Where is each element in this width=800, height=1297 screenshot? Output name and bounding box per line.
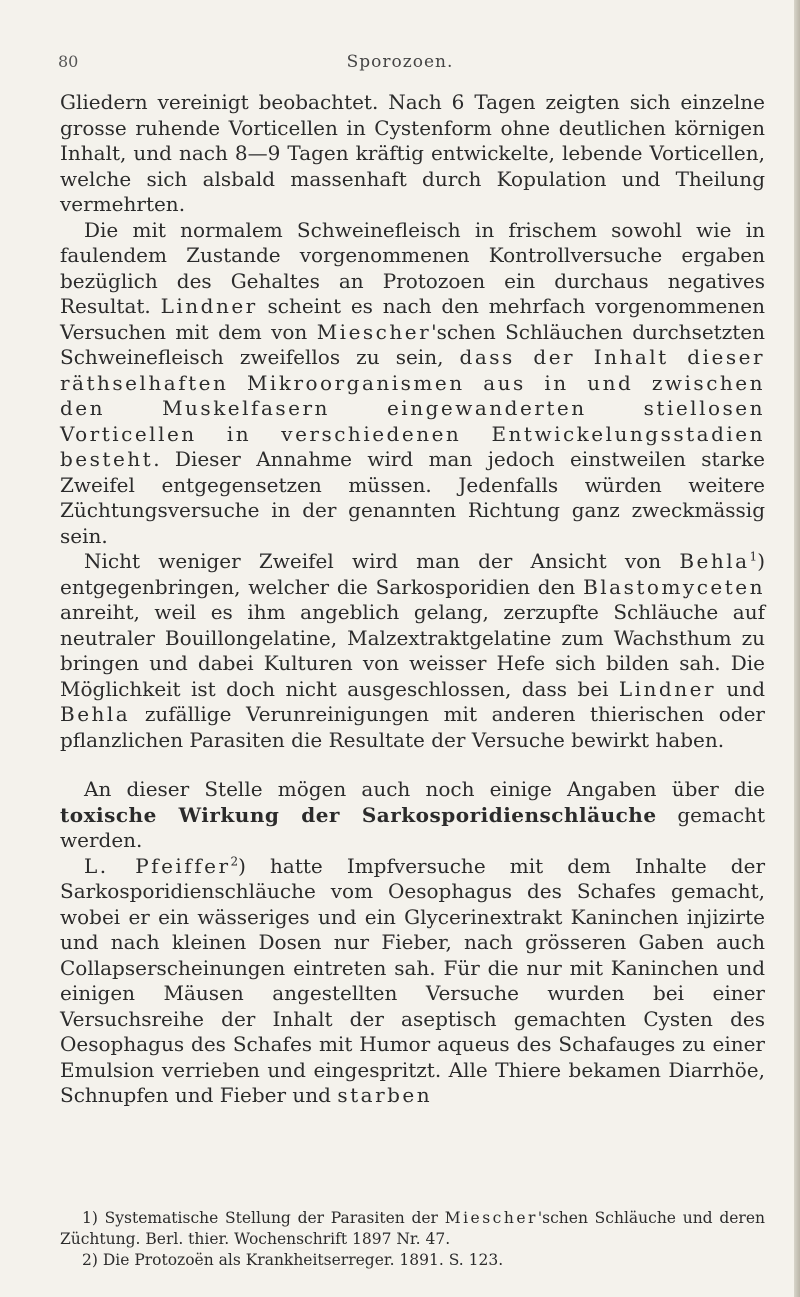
emphasized-starben: starben [337, 1083, 433, 1107]
footnote-ref-1: 1 [749, 549, 758, 564]
term-blastomyceten: Blastomyceten [583, 574, 765, 599]
author-behla-2: Behla [60, 702, 131, 726]
footnote-ref-2: 2 [230, 853, 239, 868]
author-lindner: Lindner [160, 294, 258, 318]
page-header [0, 52, 800, 76]
author-lindner-2: Lindner [618, 676, 717, 701]
emphasized-phrase: dass der Inhalt dieser räthselhaften Mikroorganismen aus in und zwischen den Muskelfasern eingewanderten stiellosen Vorticellen in verschiedenen Entwickelungsstadien [60, 345, 766, 446]
paragraph-2: Die mit normalem Schweinefleisch in frischem sowohl wie in faulendem Zustande vorgenommenen Kontrollversuche ergaben bezüglich des Gehaltes an Protozoen ein durchaus negatives Resultat. Lindner scheint es nach den mehrfach vorgenommenen Versuchen mit dem von Miescher'schen Schläuchen durchsetzten Schweinefleisch zweifellos zu sein, dass der Inhalt dieser räthselhaften Mikroorganismen aus in und zwischen den Muskelfasern eingewanderten stiellosen Vorticellen in verschiedenen Entwickelungsstadien besteht. Dieser Annahme wird man jedoch einstweilen starke Zweifel entgegensetzen müssen. Jedenfalls würden weitere Züchtungsversuche in der genannten Richtung ganz zweckmässig sein. [60, 217, 766, 548]
footnote-1: 1) Systematische Stellung der Parasiten der Miescher'schen Schläuche und deren Züchtung. Berl. thier. Wochenschrift 1897 Nr. 47. [60, 1209, 765, 1248]
paragraph-3: Nicht weniger Zweifel wird man der Ansicht von Behla$^1$) entgegenbringen, welcher die Sarkosporidien den Blastomyceten anreiht, weil es ihm angeblich gelang, zerzupfte Schläuche auf neutraler Bouillongelatine, Malzextraktgelatine zum Wachsthum zu bringen und dabei Kulturen von weisser Hefe sich bilden sah. Die Möglichkeit ist doch nicht ausgeschlossen, dass bei Lindner und Behla zufällige Verunreinigungen mit anderen thierischen oder pflanzlichen Parasiten die Resultate der Versuche bewirkt haben. [60, 549, 765, 752]
paragraph-1: Gliedern vereinigt beobachtet. Nach 6 Tagen zeigten sich einzelne grosse ruhende Vorticellen in Cystenform ohne deutlichen körnigen Inhalt, und nach 8—9 Tagen kräftig entwickelte, lebende Vorticellen, welche sich alsbald massenhaft durch Kopulation und Theilung vermehrten. [60, 90, 765, 216]
page-number: 80 [58, 52, 79, 71]
page-edge [794, 0, 800, 1297]
section-heading-toxic-effect: toxische Wirkung der Sarkosporidienschläuche [60, 802, 657, 827]
paragraph-5: L. Pfeiffer$^2$) hatte Impfversuche mit dem Inhalte der Sarkosporidienschläuche vom Oesophagus des Schafes gemacht, wobei er ein wässeriges und ein Glycerinextrakt Kaninchen injizirte und nach kleinen Dosen nur Fieber, nach grösseren Gaben auch Collapserscheinungen eintreten sah. Für die nur mit Kaninchen und einigen Mäusen angestellten Versuche wurden bei einer Versuchsreihe der Inhalt der aseptisch gemachten Cysten des Oesophagus des Schafes mit Humor aqueus des Schafauges zu einer Emulsion verrieben und eingespritzt. Alle Thiere bekamen Diarrhöe, Schnupfen und Fieber und starben [60, 853, 766, 1107]
author-miescher: Miescher [316, 319, 432, 344]
running-title: Sporozoen. [346, 52, 454, 72]
footnote-2: 2) Die Protozoën als Krankheitserreger. 1891. S. 123. [82, 1251, 504, 1269]
paragraph-4: An dieser Stelle mögen auch noch einige Angaben über die toxische Wirkung der Sarkosporidienschläuche gemacht werden. [60, 777, 765, 852]
footnotes [60, 1208, 765, 1271]
body-text [60, 90, 765, 1109]
author-pfeiffer: L. Pfeiffer [84, 853, 231, 878]
author-behla: Behla [679, 549, 750, 573]
